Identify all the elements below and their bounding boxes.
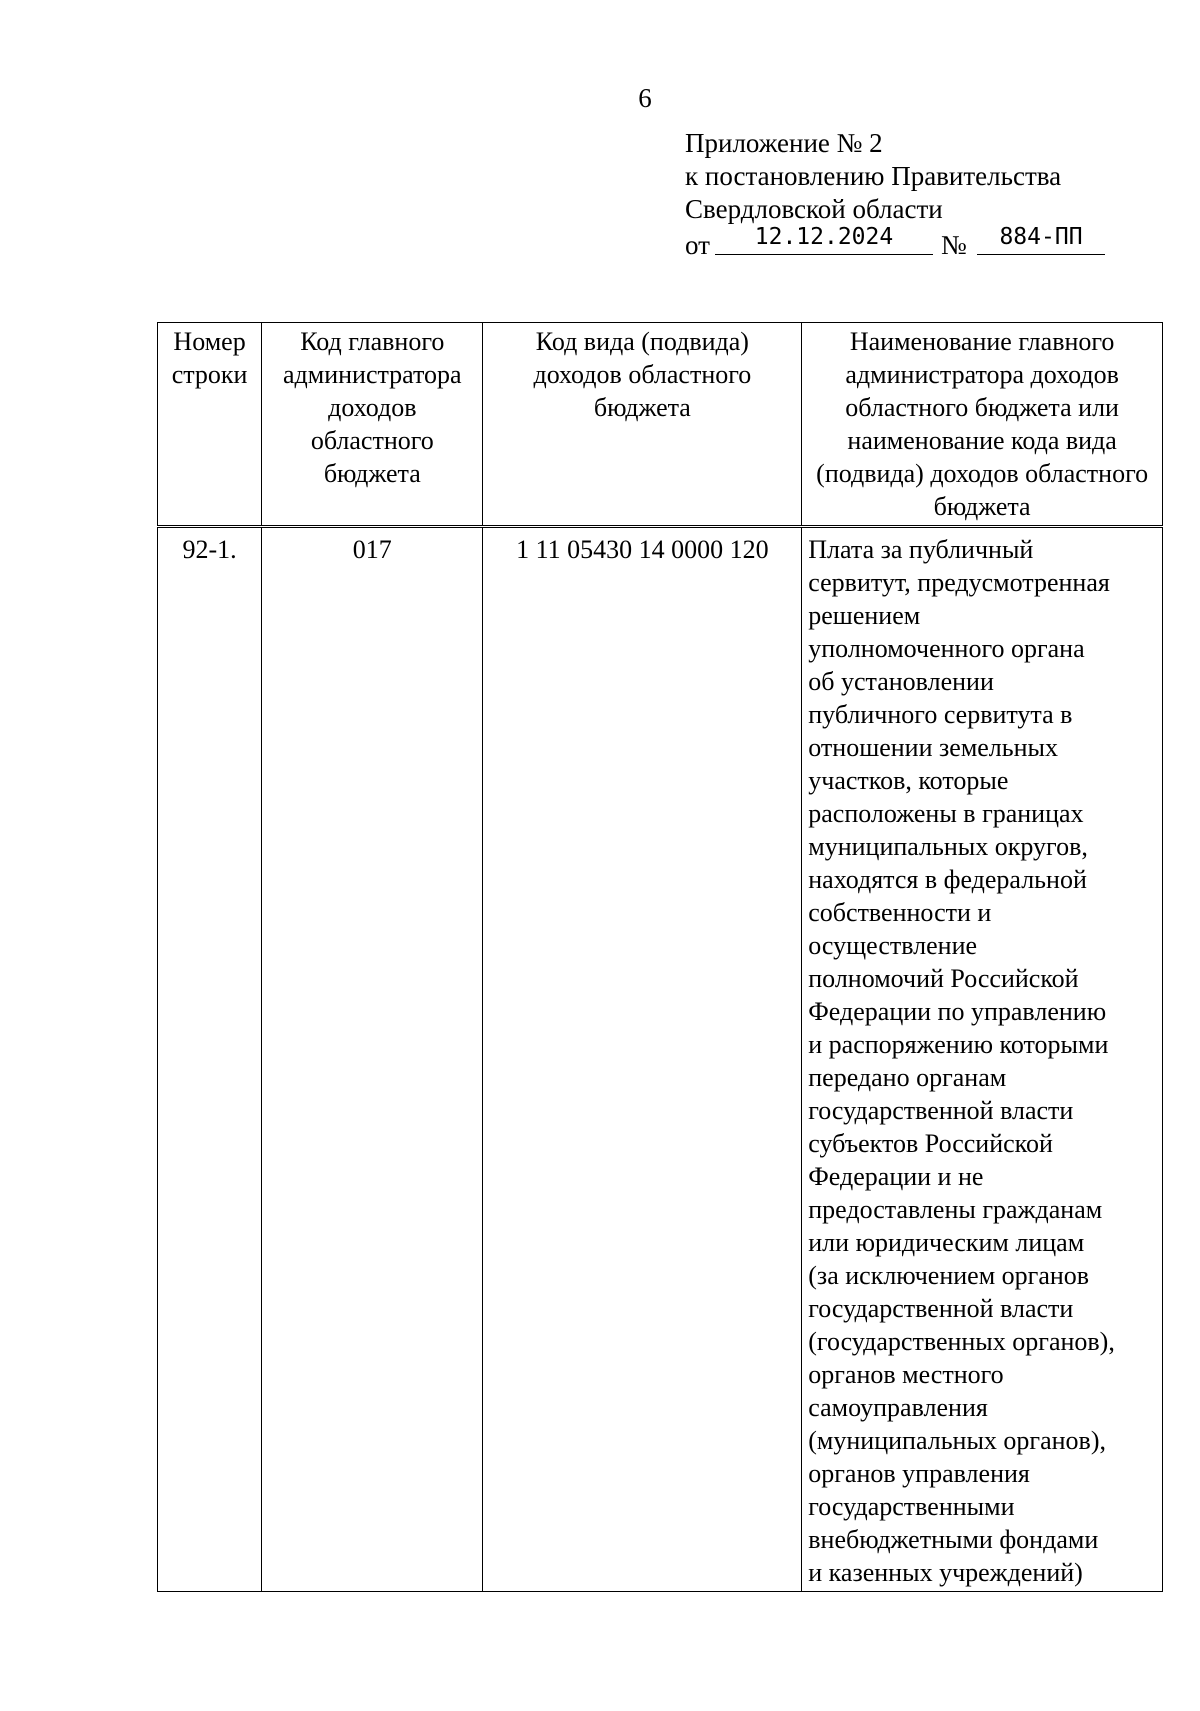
description-line: органов местного (808, 1360, 1004, 1389)
appendix-region-line: Свердловской области (685, 194, 943, 224)
description-line: осуществление (808, 931, 978, 960)
appendix-header (685, 127, 1083, 262)
description-line: расположены в границах (808, 799, 1084, 828)
description-line: Федерации и не (808, 1162, 984, 1191)
appendix-title: Приложение № 2 (685, 128, 883, 158)
description-line: сервитут, предусмотренная (808, 568, 1110, 597)
number-label: № (941, 230, 967, 260)
description-line: муниципальных округов, (808, 832, 1088, 861)
description-line: органов управления (808, 1459, 1030, 1488)
description-line: предоставлены гражданам (808, 1195, 1103, 1224)
description-line: и казенных учреждений) (808, 1558, 1083, 1587)
description-line: субъектов Российской (808, 1129, 1053, 1158)
description-line: отношении земельных (808, 733, 1059, 762)
table-row (158, 527, 1163, 1592)
header-admin-code: Код главного администратора доходов областного бюджета (262, 323, 483, 527)
page-number: 6 (638, 83, 652, 113)
description-line: находятся в федеральной (808, 865, 1087, 894)
appendix-date-line (685, 224, 1083, 262)
description-line: государственной власти (808, 1096, 1074, 1125)
description-line: государственной власти (808, 1294, 1074, 1323)
description-line: публичного сервитута в (808, 700, 1073, 729)
description-line: уполномоченного органа (808, 634, 1085, 663)
description-line: (за исключением органов (808, 1261, 1090, 1290)
row-number-cell: 92-1. (158, 527, 262, 1592)
description-line: решением (808, 601, 921, 630)
description-line: (муниципальных органов), (808, 1426, 1106, 1455)
description-line: собственности и (808, 898, 992, 927)
description-line: государственными (808, 1492, 1015, 1521)
appendix-resolution-line: к постановлению Правительства (685, 161, 1062, 191)
description-line: об установлении (808, 667, 994, 696)
description-line: внебюджетными фондами (808, 1525, 1099, 1554)
resolution-number: 884-ПП (977, 226, 1105, 255)
description-line: Плата за публичный (808, 535, 1034, 564)
table-header-row (158, 323, 1163, 527)
description-line: полномочий Российской (808, 964, 1079, 993)
description-line: Федерации по управлению (808, 997, 1107, 1026)
admin-code-cell: 017 (262, 527, 483, 1592)
description-line: самоуправления (808, 1393, 988, 1422)
income-code-cell: 1 11 05430 14 0000 120 (483, 527, 802, 1592)
from-label: от (685, 230, 710, 260)
income-codes-table (157, 322, 1163, 1592)
header-row-number: Номер строки (158, 323, 262, 527)
resolution-date: 12.12.2024 (715, 226, 933, 255)
description-line: передано органам (808, 1063, 1007, 1092)
description-line: и распоряжению которыми (808, 1030, 1109, 1059)
header-description: Наименование главного администратора доходов областного бюджета или наименование кода вида (подвида) доходов областного бюджета (802, 323, 1163, 527)
description-line: участков, которые (808, 766, 1009, 795)
header-income-code: Код вида (подвида) доходов областного бюджета (483, 323, 802, 527)
description-cell (802, 527, 1163, 1592)
description-line: или юридическим лицам (808, 1228, 1085, 1257)
description-line: (государственных органов), (808, 1327, 1115, 1356)
